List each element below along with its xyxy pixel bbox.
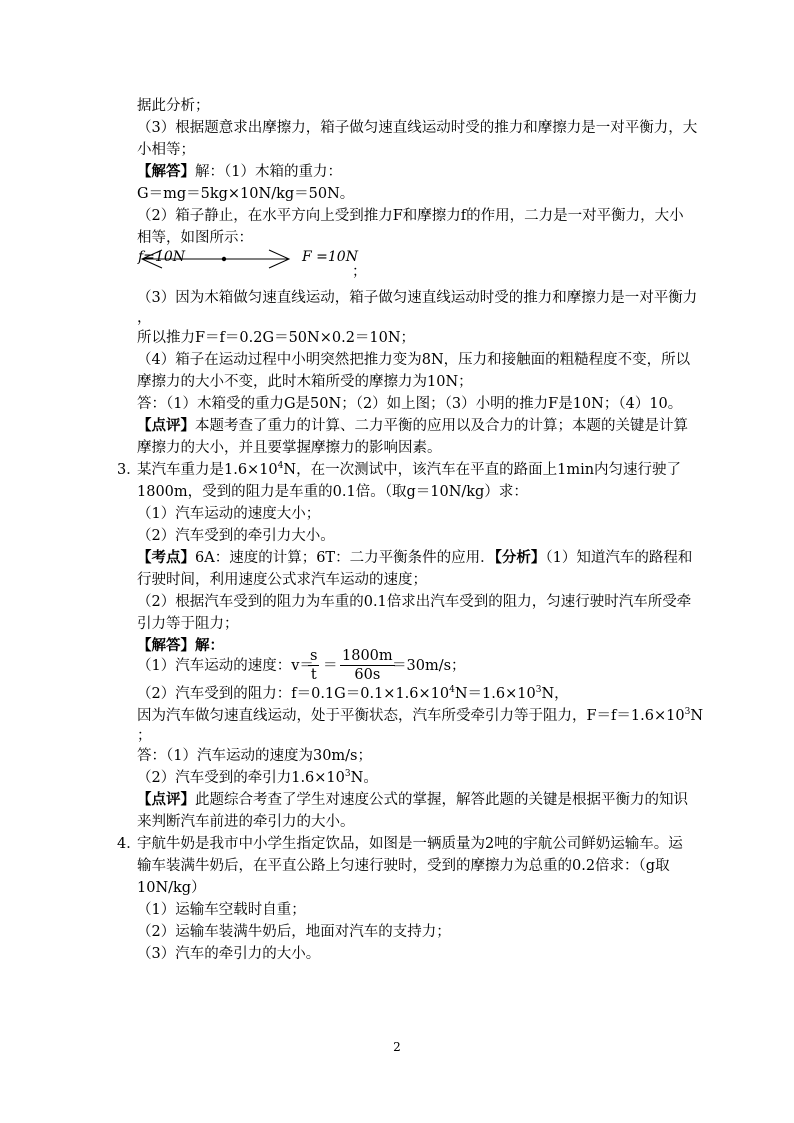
text-span: 6A：速度的计算；6T：二力平衡条件的应用． bbox=[195, 550, 495, 566]
exponent: 3 bbox=[684, 707, 691, 718]
text-line: 摩擦力的大小不变，此时木箱所受的摩擦力为10N； bbox=[137, 374, 473, 390]
text-line: （1）汽车运动的速度大小； bbox=[137, 506, 321, 522]
fraction-s-over-t bbox=[308, 647, 319, 684]
text-span: 解：（1）木箱的重力： bbox=[195, 164, 342, 180]
text-line: 小相等； bbox=[137, 142, 195, 158]
text-line: （2）运输车装满牛奶后，地面对汽车的支持力； bbox=[137, 924, 451, 940]
text-line: 来判断汽车前进的牵引力的大小。 bbox=[137, 814, 355, 830]
text-line: ； bbox=[137, 728, 152, 744]
text-line: 相等，如图所示： bbox=[137, 230, 253, 246]
text-span: N＝1.6×10 bbox=[454, 686, 536, 702]
page-number: 2 bbox=[393, 1040, 401, 1054]
numerator: 1800m bbox=[342, 648, 393, 664]
section-tag: 【点评】 bbox=[137, 417, 195, 434]
velocity-result: ＝30m/s； bbox=[392, 658, 466, 674]
text-line: 答：（1）木箱受的重力G是50N；（2）如上图；（3）小明的推力F是10N；（4）10。 bbox=[137, 396, 683, 412]
text-line bbox=[137, 790, 688, 810]
exponent: 4 bbox=[277, 461, 284, 472]
section-tag: 【分析】 bbox=[494, 549, 546, 566]
text-line: （4）箱子在运动过程中小明突然把推力变为8N，压力和接触面的粗糙程度不变，所以 bbox=[137, 352, 691, 368]
friction-label: f=10N bbox=[138, 249, 185, 265]
push-force-label: F =10N bbox=[302, 249, 358, 265]
text-span: 本题考查了重力的计算、二力平衡的应用以及合力的计算；本题的关键是计算 bbox=[195, 418, 688, 434]
text-span: N。 bbox=[350, 770, 378, 786]
text-span: N， bbox=[541, 686, 569, 702]
denominator: 60s bbox=[354, 667, 381, 683]
exponent: 3 bbox=[535, 685, 542, 696]
denominator: t bbox=[310, 667, 317, 683]
exponent: 3 bbox=[344, 769, 351, 780]
text-span: 某汽车重力是1.6×10 bbox=[137, 462, 278, 478]
text-span: 因为汽车做匀速直线运动，处于平衡状态，汽车所受牵引力等于阻力，F＝f＝1.6×10 bbox=[137, 708, 685, 724]
text-span: （2）汽车受到的牵引力1.6×10 bbox=[137, 770, 345, 786]
text-line: （2）根据汽车受到的阻力为车重的0.1倍求出汽车受到的阻力，匀速行驶时汽车所受牵 bbox=[137, 594, 692, 610]
text-line: 10N/kg） bbox=[137, 880, 206, 896]
question-number: 4． bbox=[117, 836, 141, 852]
text-line: 摩擦力的大小，并且要掌握摩擦力的影响因素。 bbox=[137, 440, 442, 456]
fraction-distance-over-time bbox=[340, 647, 395, 684]
text-span: （1）知道汽车的路程和 bbox=[545, 550, 693, 566]
text-line bbox=[137, 684, 569, 704]
text-line bbox=[137, 768, 378, 788]
text-line bbox=[137, 706, 703, 726]
text-line: ， bbox=[137, 310, 152, 326]
exponent: 4 bbox=[449, 685, 455, 696]
text-line: 据此分析； bbox=[137, 98, 210, 114]
text-line: 答：（1）汽车运动的速度为30m/s； bbox=[137, 748, 373, 764]
text-line: 引力等于阻力； bbox=[137, 616, 239, 632]
equals-sign: ＝ bbox=[323, 658, 338, 674]
text-line: 输车装满牛奶后，在平直公路上匀速行驶时，受到的摩擦力为总重的0.2倍求：（g取 bbox=[137, 858, 670, 874]
text-line: ； bbox=[352, 264, 367, 280]
text-line: 1800m，受到的阻力是车重的0.1倍。（取g＝10N/kg）求： bbox=[137, 484, 528, 500]
text-span: N bbox=[690, 708, 704, 724]
section-tag: 【点评】 bbox=[137, 791, 195, 808]
text-span: （2）汽车受到的阻力：f＝0.1G＝0.1×1.6×10 bbox=[137, 686, 450, 702]
text-span: 此题综合考查了学生对速度公式的掌握，解答此题的关键是根据平衡力的知识 bbox=[195, 792, 688, 808]
text-line bbox=[137, 162, 342, 182]
numerator: s bbox=[310, 648, 318, 664]
text-line: （3）汽车的牵引力的大小。 bbox=[137, 946, 321, 962]
force-diagram bbox=[134, 246, 374, 280]
text-line: （2）箱子静止，在水平方向上受到推力F和摩擦力f的作用，二力是一对平衡力，大小 bbox=[137, 208, 684, 224]
text-line: （3）根据题意求出摩擦力，箱子做匀速直线运动时受的推力和摩擦力是一对平衡力，大 bbox=[137, 120, 698, 136]
text-line: 行驶时间，利用速度公式求汽车运动的速度； bbox=[137, 572, 427, 588]
text-line: 所以推力F＝f＝0.2G＝50N×0.2＝10N； bbox=[137, 330, 416, 346]
text-span: N，在一次测试中，该汽车在平直的路面上1min内匀速行驶了 bbox=[283, 462, 682, 478]
text-line: （3）因为木箱做匀速直线运动，箱子做匀速直线运动时受的推力和摩擦力是一对平衡力 bbox=[137, 290, 698, 306]
text-line: （2）汽车受到的牵引力大小。 bbox=[137, 528, 335, 544]
section-tag: 【解答】 bbox=[137, 163, 195, 180]
section-tag: 【考点】 bbox=[137, 549, 195, 566]
text-line bbox=[137, 548, 692, 568]
text-line: G＝mg＝5kg×10N/kg＝50N。 bbox=[137, 186, 355, 202]
velocity-formula-prefix: （1）汽车运动的速度：v＝ bbox=[137, 658, 314, 674]
text-line bbox=[137, 416, 688, 436]
text-line: （1）运输车空载时自重； bbox=[137, 902, 306, 918]
section-tag: 【解答】解： bbox=[137, 637, 224, 654]
text-line: 宇航牛奶是我市中小学生指定饮品，如图是一辆质量为2吨的宇航公司鲜奶运输车。运 bbox=[137, 836, 683, 852]
text-line bbox=[137, 460, 681, 480]
center-point bbox=[222, 257, 226, 261]
question-number: 3． bbox=[117, 462, 141, 478]
